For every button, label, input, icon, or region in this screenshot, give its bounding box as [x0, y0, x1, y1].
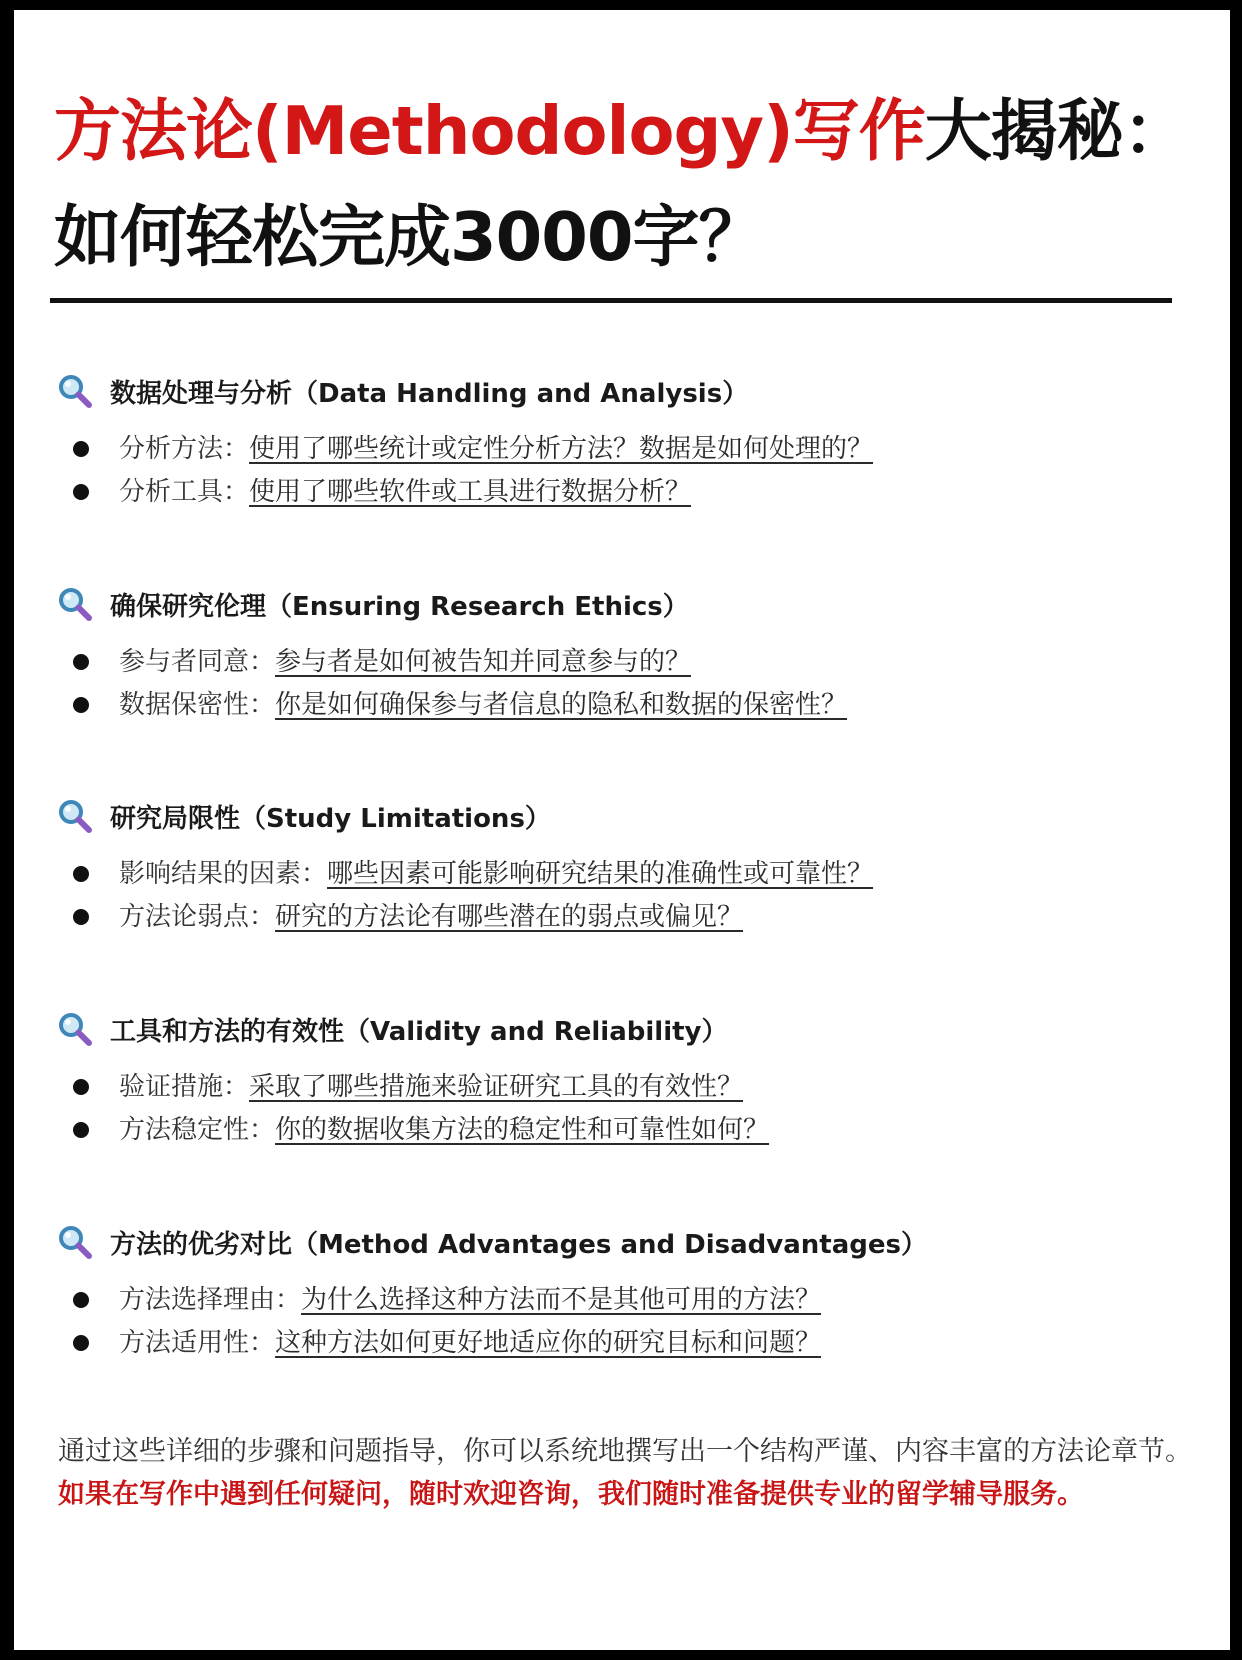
bullet-dot: [73, 1292, 89, 1308]
bullet-list: [58, 1279, 1198, 1365]
magnifier-icon: [58, 374, 92, 408]
item-question: 哪些因素可能影响研究结果的准确性或可靠性？: [327, 859, 874, 889]
summary-emphasis: 如果在写作中遇到任何疑问，随时欢迎咨询，我们随时准备提供专业的留学辅导服务。: [58, 1479, 1084, 1510]
item-question: 使用了哪些统计或定性分析方法？数据是如何处理的？: [249, 434, 874, 464]
list-item: [58, 641, 1198, 684]
item-question: 参与者是如何被告知并同意参与的？: [275, 647, 692, 677]
item-question: 使用了哪些软件或工具进行数据分析？: [249, 477, 692, 507]
section-title: 研究局限性（Study Limitations）: [110, 803, 551, 834]
list-item: [58, 896, 1198, 939]
document-page: [14, 10, 1230, 1650]
bullet-dot: [73, 654, 89, 670]
list-item: [58, 1066, 1198, 1109]
bullet-dot: [73, 1335, 89, 1351]
section-heading: [58, 791, 1198, 841]
bullet-list: [58, 428, 1198, 514]
section-data-handling: [58, 366, 1198, 514]
bullet-dot: [73, 1122, 89, 1138]
bullet-list: [58, 641, 1198, 727]
magnifier-icon: [58, 587, 92, 621]
section-method-comparison: [58, 1217, 1198, 1365]
section-heading: [58, 1004, 1198, 1054]
title-black-part: 大揭秘：: [924, 92, 1189, 170]
title-red-part: 方法论(Methodology)写作: [54, 92, 925, 170]
title-divider: [50, 298, 1172, 303]
section-heading: [58, 1217, 1198, 1267]
item-label: 验证措施：: [119, 1072, 250, 1102]
bullet-dot: [73, 484, 89, 500]
list-item: [58, 428, 1198, 471]
section-heading: [58, 579, 1198, 629]
section-title: 方法的优劣对比（Method Advantages and Disadvantages）: [110, 1229, 927, 1260]
item-question: 研究的方法论有哪些潜在的弱点或偏见？: [275, 902, 744, 932]
section-research-ethics: [58, 579, 1198, 727]
section-study-limitations: [58, 791, 1198, 939]
section-heading: [58, 366, 1198, 416]
item-label: 分析工具：: [119, 477, 250, 507]
list-item: [58, 684, 1198, 727]
item-question: 为什么选择这种方法而不是其他可用的方法？: [301, 1285, 822, 1315]
magnifier-icon: [58, 1225, 92, 1259]
item-label: 方法论弱点：: [119, 902, 276, 932]
section-title: 工具和方法的有效性（Validity and Reliability）: [110, 1016, 728, 1047]
item-label: 方法选择理由：: [119, 1285, 302, 1315]
magnifier-icon: [58, 1012, 92, 1046]
list-item: [58, 853, 1198, 896]
list-item: [58, 1322, 1198, 1365]
section-title: 数据处理与分析（Data Handling and Analysis）: [110, 378, 749, 409]
item-question: 这种方法如何更好地适应你的研究目标和问题？: [275, 1328, 822, 1358]
item-label: 数据保密性：: [119, 690, 276, 720]
item-label: 影响结果的因素：: [119, 859, 328, 889]
item-question: 你的数据收集方法的稳定性和可靠性如何？: [275, 1115, 770, 1145]
bullet-dot: [73, 866, 89, 882]
list-item: [58, 471, 1198, 514]
list-item: [58, 1109, 1198, 1152]
bullet-dot: [73, 441, 89, 457]
item-label: 分析方法：: [119, 434, 250, 464]
item-question: 你是如何确保参与者信息的隐私和数据的保密性？: [275, 690, 848, 720]
page-title: [54, 78, 1214, 290]
title-line2: 如何轻松完成3000字？: [54, 198, 765, 276]
item-label: 方法稳定性：: [119, 1115, 276, 1145]
item-label: 方法适用性：: [119, 1328, 276, 1358]
bullet-list: [58, 853, 1198, 939]
bullet-list: [58, 1066, 1198, 1152]
list-item: [58, 1279, 1198, 1322]
magnifier-icon: [58, 799, 92, 833]
bullet-dot: [73, 697, 89, 713]
summary-text: 通过这些详细的步骤和问题指导，你可以系统地撰写出一个结构严谨、内容丰富的方法论章节。: [58, 1436, 1192, 1467]
bullet-dot: [73, 909, 89, 925]
section-title: 确保研究伦理（Ensuring Research Ethics）: [110, 591, 689, 622]
item-label: 参与者同意：: [119, 647, 276, 677]
section-validity-reliability: [58, 1004, 1198, 1152]
bullet-dot: [73, 1079, 89, 1095]
item-question: 采取了哪些措施来验证研究工具的有效性？: [249, 1072, 744, 1102]
summary-paragraph: [58, 1430, 1198, 1516]
